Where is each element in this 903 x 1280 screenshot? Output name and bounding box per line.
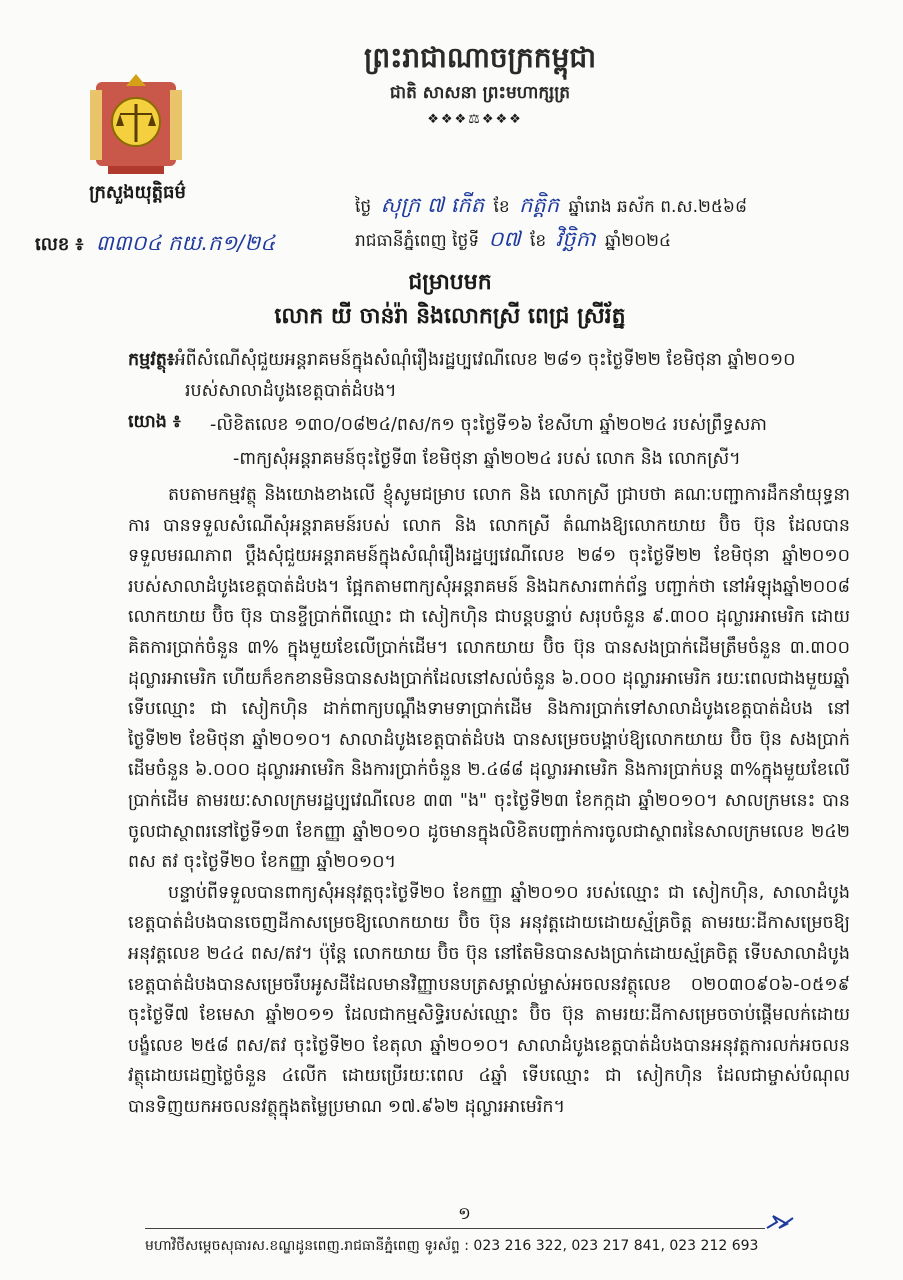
reference-item-2: -ពាក្យសុំអន្តរាគមន៍ចុះថ្ងៃទី៣ ខែមិថុនា ឆ្នាំ២០២៤ របស់ លោក និង លោកស្រី។	[233, 449, 741, 469]
ministry-name: ក្រសួងយុត្តិធម៌	[89, 182, 186, 203]
lunar-month-label: ខែ	[493, 197, 510, 217]
page-number: ១	[458, 1204, 471, 1224]
salutation-title: ជម្រាបមក	[408, 270, 492, 295]
subject-label: កម្មវត្ថុ៖	[128, 350, 175, 370]
reference-item-1: -លិខិតលេខ ១៣០/០៨២៤/ពស/ក១ ចុះថ្ងៃទី១៦ ខែសីហា ឆ្នាំ២០២៤ របស់ព្រឹទ្ធសភា	[210, 415, 767, 435]
lunar-month: កត្តិក	[519, 193, 560, 217]
lunar-year: ឆ្នាំរោង ឆស័ក ព.ស.២៥៦៨	[568, 197, 747, 217]
lunar-weekday: សុក្រ ៧ កើត	[380, 193, 485, 217]
national-motto: ជាតិ សាសនា ព្រះមហាក្សត្រ	[389, 83, 571, 103]
body-paragraph-1: តបតាមកម្មវត្ថុ និងយោងខាងលើ ខ្ញុំសូមជម្រាប លោក និង លោកស្រី ជ្រាបថា គណៈបញ្ជាការដឹកនាំយុទ្ធនាការ បានទទួលសំណើសុំអន្តរាគមន៍របស់ លោក និង លោកស្រី តំណាងឱ្យលោកយាយ ប៊ិច ប៊ុន ដែលបានទទួលមរណភាព ប្តឹងសុំជួយអន្តរាគមន៍ក្នុងសំណុំរឿងរដ្ឋប្បវេណីលេខ ២៨១ ចុះថ្ងៃទី២២ ខែមិថុនា ឆ្នាំ២០១០ របស់សាលាដំបូងខេត្តបាត់ដំបង។ ផ្អែកតាមពាក្យសុំអន្តរាគមន៍ និងឯកសារពាក់ព័ន្ធ បញ្ជាក់ថា នៅអំឡុងឆ្នាំ២០០៨ លោកយាយ ប៊ិច ប៊ុន បានខ្ចីប្រាក់ពីឈ្មោះ ជា សៀកហ៊ិន ជាបន្តបន្ទាប់ សរុបចំនួន ៩.៣០០ ដុល្លារអាមេរិក ដោយគិតការប្រាក់ចំនួន ៣% ក្នុងមួយខែលើប្រាក់ដើម។ លោកយាយ ប៊ិច ប៊ុន បានសងប្រាក់ដើមត្រឹមចំនួន ៣.៣០០ ដុល្លារអាមេរិក ហើយក៏ខកខានមិនបានសងប្រាក់ដែលនៅសល់ចំនួន ៦.០០០ ដុល្លារអាមេរិក រយៈពេលជាងមួយឆ្នាំ ទើបឈ្មោះ ជា សៀកហ៊ិន ដាក់ពាក្យបណ្តឹងទាមទាប្រាក់ដើម និងការប្រាក់ទៅសាលាដំបូងខេត្តបាត់ដំបង នៅថ្ងៃទី២២ ខែមិថុនា ឆ្នាំ២០១០។ សាលាដំបូងខេត្តបាត់ដំបង បានសម្រេចបង្គាប់ឱ្យលោកយាយ ប៊ិច ប៊ុន សងប្រាក់ដើមចំនួន ៦.០០០ ដុល្លារអាមេរិក និងការប្រាក់ចំនួន ២.៤៨៨ ដុល្លារអាមេរិក និងការប្រាក់បន្ត ៣%ក្នុងមួយខែលើប្រាក់ដើម តាមរយៈសាលក្រមរដ្ឋប្បវេណីលេខ ៣៣ "ង" ចុះថ្ងៃទី២៣ ខែកក្កដា ឆ្នាំ២០១០។ សាលក្រមនេះ បានចូលជាស្ថាពរនៅថ្ងៃទី១៣ ខែកញ្ញា ឆ្នាំ២០១០ ដូចមានក្នុងលិខិតបញ្ជាក់ការចូលជាស្ថាពរនៃសាលក្រមលេខ ២៤២ ពស តវ ចុះថ្ងៃទី២០ ខែកញ្ញា ឆ្នាំ២០១០។	[128, 485, 850, 873]
subject-text: អំពីសំណើសុំជួយអន្តរាគមន៍ក្នុងសំណុំរឿងរដ្ឋប្បវេណីលេខ ២៨១ ចុះថ្ងៃទី២២ ខែមិថុនា ឆ្នាំ២០១០	[174, 350, 796, 370]
letter-body	[128, 480, 850, 1122]
ministry-emblem-icon	[88, 70, 184, 180]
lunar-date-prefix: ថ្ងៃ	[355, 197, 372, 217]
footer-divider	[145, 1228, 765, 1229]
header-ornament: ❖❖❖⚖❖❖❖	[427, 112, 523, 127]
reference-number	[35, 230, 275, 261]
subject-line	[128, 345, 858, 376]
solar-month-label: ខែ	[530, 231, 547, 251]
kingdom-title: ព្រះរាជាណាចក្រកម្ពុជា	[363, 41, 596, 74]
references-label: យោង ៖	[128, 412, 181, 432]
body-paragraph-2: បន្ទាប់ពីទទួលបានពាក្យសុំអនុវត្តចុះថ្ងៃទី២០ ខែកញ្ញា ឆ្នាំ២០១០ របស់ឈ្មោះ ជា សៀកហ៊ិន, សាលាដំបូងខេត្តបាត់ដំបងបានចេញដីកាសម្រេចឱ្យលោកយាយ ប៊ិច ប៊ុន អនុវត្តដោយដោយស្ម័គ្រចិត្ត តាមរយៈដីកាសម្រេចឱ្យអនុវត្តលេខ ២៤៤ ពស/តវ។ ប៉ុន្តែ លោកយាយ ប៊ិច ប៊ុន នៅតែមិនបានសងប្រាក់ដោយស្ម័គ្រចិត្ត ទើបសាលាដំបូងខេត្តបាត់ដំបងបានសម្រេចរឹបអូសដីដែលមានវិញ្ញាបនបត្រសម្គាល់ម្ចាស់អចលនវត្ថុលេខ ០២០៣០៩០៦-០៥១៩ ចុះថ្ងៃទី៧ ខែមេសា ឆ្នាំ២០១១ ដែលជាកម្មសិទ្ធិរបស់ឈ្មោះ ប៊ិច ប៊ុន តាមរយៈដីកាសម្រេចចាប់ផ្តើមលក់ដោយបង្ខំលេខ ២៥៨ ពស/តវ ចុះថ្ងៃទី២០ ខែតុលា ឆ្នាំ២០១០។ សាលាដំបូងខេត្តបាត់ដំបងបានអនុវត្តការលក់អចលនវត្ថុដោយដេញថ្លៃចំនួន ៤លើក ដោយប្រើរយៈពេល ៤ឆ្នាំ ទើបឈ្មោះ ជា សៀកហ៊ិន ដែលជាម្ចាស់បំណុលបានទិញយកអចលនវត្ថុក្នុងតម្លៃប្រមាណ ១៧.៩៦២ ដុល្លារអាមេរិក។	[128, 882, 850, 1117]
solar-year: ឆ្នាំ២០២៤	[605, 231, 672, 251]
subject-continuation: របស់សាលាដំបូងខេត្តបាត់ដំបង។	[185, 381, 397, 401]
solar-date-prefix: រាជធានីភ្នំពេញ ថ្ងៃទី	[355, 231, 480, 251]
solar-date	[355, 226, 671, 257]
addressee-names: លោក យី ចាន់រ៉ា និងលោកស្រី ពេជ្រ ស្រីរ័ត្ន	[274, 304, 626, 329]
solar-day: ០៧	[488, 227, 521, 251]
solar-month: វិច្ឆិកា	[555, 227, 596, 251]
lunar-date	[355, 192, 747, 223]
initial-mark-icon	[765, 1212, 795, 1232]
reference-label: លេខ ៖	[35, 234, 84, 255]
reference-value: ៣៣០៤ កយ.ក១/២៤	[95, 231, 276, 255]
footer-address: មហាវិថីសម្តេចសុធារស.ខណ្ឌដូនពេញ.រាជធានីភ្នំពេញ ទូរស័ព្ទ : 023 216 322, 023 217 841, 023 212 693	[145, 1238, 759, 1254]
